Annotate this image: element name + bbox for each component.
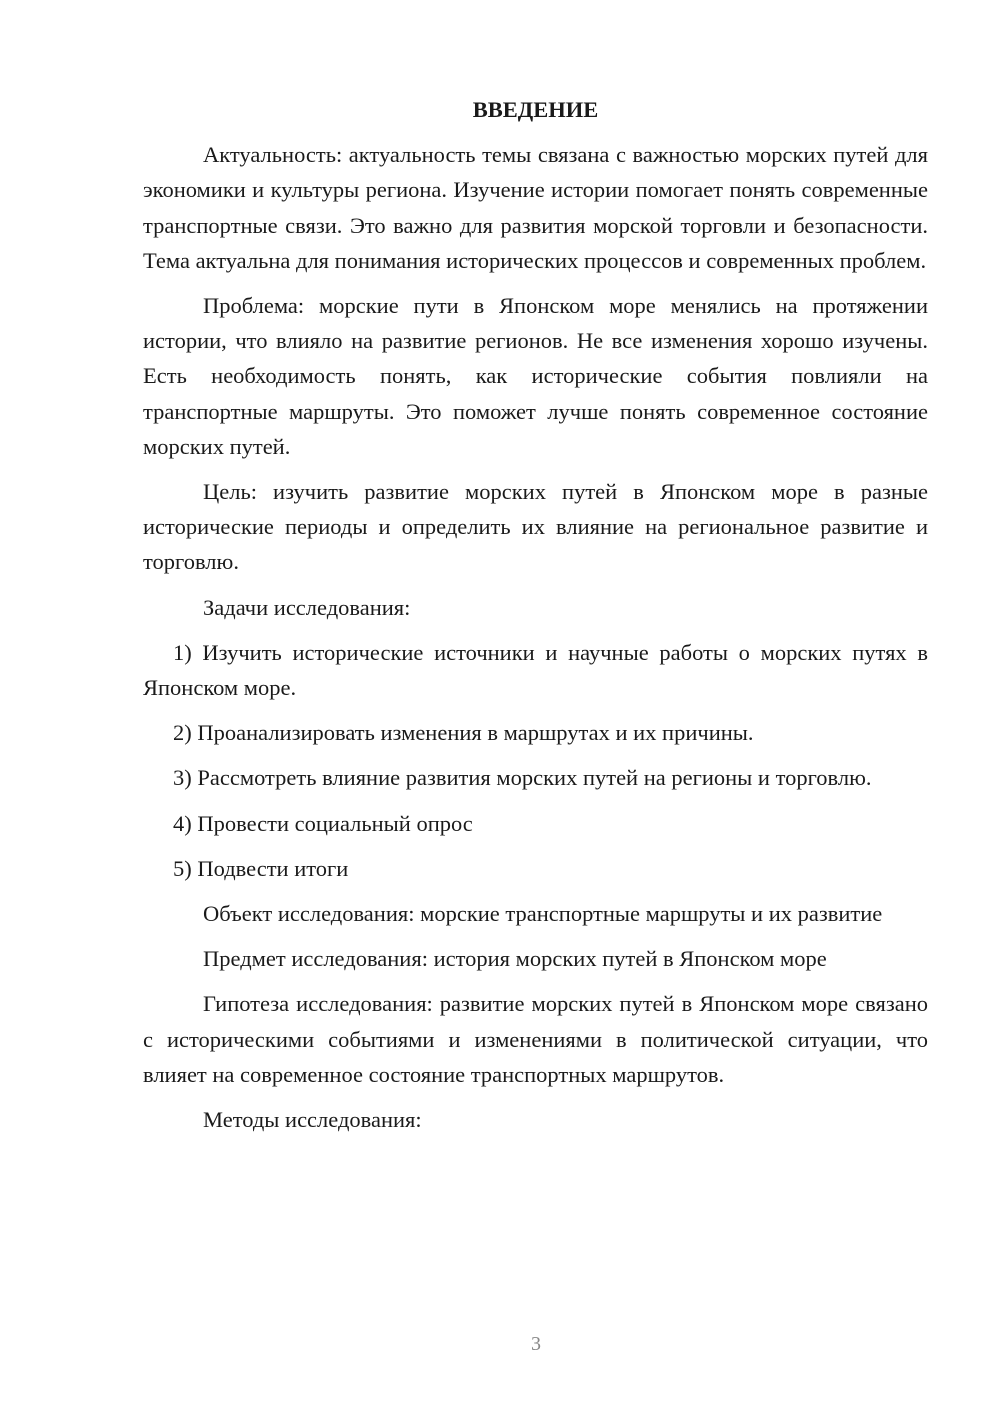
task-item-5: 5) Подвести итоги	[173, 855, 349, 881]
document-page	[143, 92, 928, 1147]
subject-paragraph: Предмет исследования: история морских путей в Японском море	[203, 946, 827, 972]
methods-title: Методы исследования:	[203, 1107, 422, 1133]
section-heading: ВВЕДЕНИЕ	[472, 97, 599, 122]
task-item-2: 2) Проанализировать изменения в маршрутах и их причины.	[173, 720, 754, 746]
problem-paragraph: Проблема: морские пути в Японском море менялись на протяжении истории, что влияло на развитие регионов. Не все изменения хорошо изучены. Есть необходимость понять, как исторические события повлияли на транспортные маршруты. Это поможет лучше понять современное состояние морских путей.	[143, 293, 928, 459]
task-item-1: 1) Изучить исторические источники и научные работы о морских путях в Японском море.	[143, 639, 928, 701]
relevance-paragraph: Актуальность: актуальность темы связана с важностью морских путей для экономики и культуры региона. Изучение истории помогает понять современные транспортные связи. Это важно для развития морской торговли и безопасности. Тема актуальна для понимания исторических процессов и современных проблем.	[143, 142, 928, 273]
tasks-title: Задачи исследования:	[203, 594, 411, 620]
page-number: 3	[531, 1333, 541, 1355]
goal-paragraph: Цель: изучить развитие морских путей в Японском море в разные исторические периоды и определить их влияние на региональное развитие и торговлю.	[143, 479, 928, 575]
task-item-3: 3) Рассмотреть влияние развития морских путей на регионы и торговлю.	[173, 765, 872, 791]
hypothesis-paragraph: Гипотеза исследования: развитие морских путей в Японском море связано с историческими событиями и изменениями в политической ситуации, что влияет на современное состояние транспортных маршрутов.	[143, 991, 928, 1087]
task-item-4: 4) Провести социальный опрос	[173, 810, 473, 836]
object-paragraph: Объект исследования: морские транспортные маршруты и их развитие	[203, 901, 883, 927]
